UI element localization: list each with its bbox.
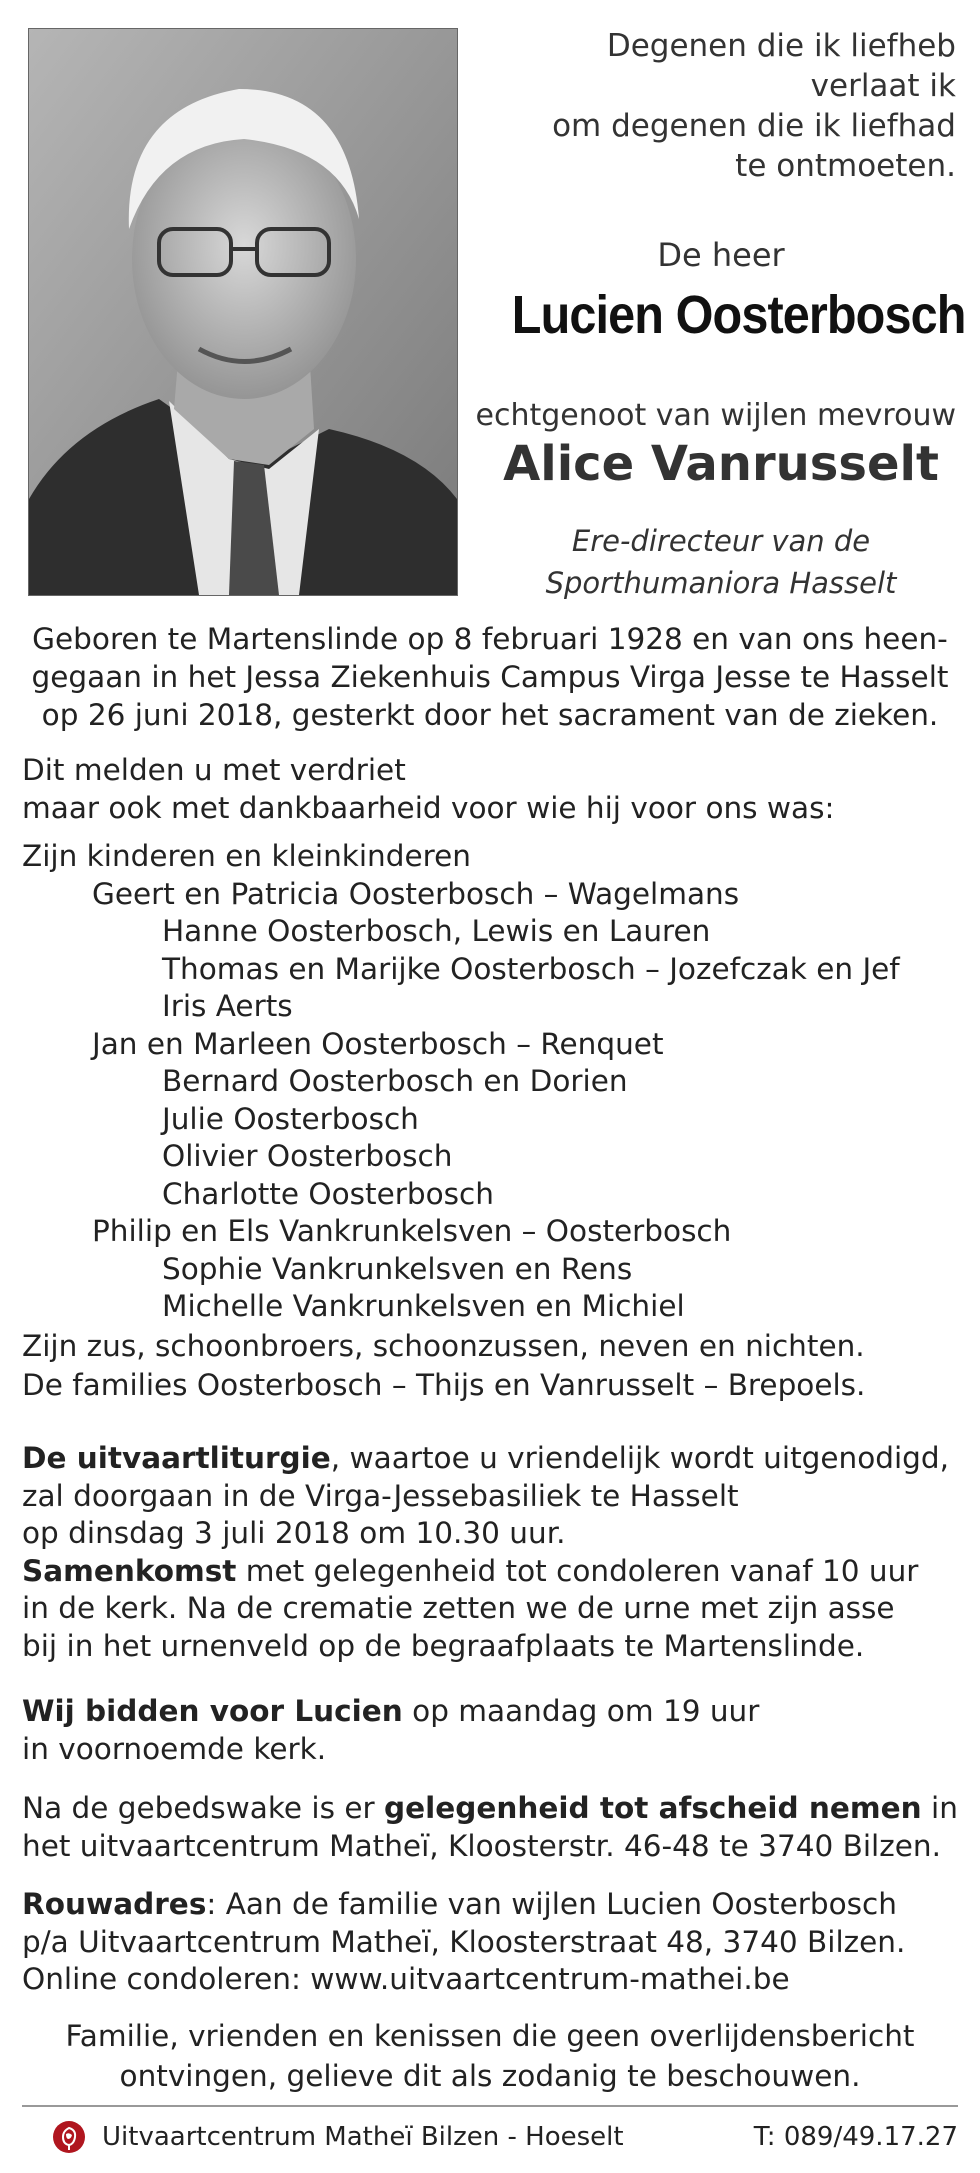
spouse-name: Alice Vanrusselt [503,436,939,492]
family-child: Thomas en Marijke Oosterbosch – Jozefczak en Jef [162,951,900,986]
closing-line: Familie, vrienden en kenissen die geen overlijdensbericht [65,2019,915,2053]
footer-divider [22,2105,958,2107]
funeral-text: , waartoe u vriendelijk wordt uitgenodigd, [330,1441,950,1475]
memorial-quote [516,26,956,186]
address-label: Rouwadres [22,1887,207,1921]
deceased-name: Lucien Oosterbosch [511,285,966,345]
announce-line: maar ook met dankbaarheid voor wie hij voor ons was: [22,790,835,825]
farewell-line: het uitvaartcentrum Matheï, Kloosterstr. 46-48 te 3740 Bilzen. [22,1828,941,1863]
quote-line: Degenen die ik liefheb [606,28,956,64]
gathering-label: Samenkomst [22,1553,237,1588]
funeral-home-phone: T: 089/49.17.27 [753,2122,958,2152]
prayer-label: Wij bidden voor Lucien [22,1694,403,1728]
professional-title [486,520,956,604]
funeral-line: bij in het urnenveld op de begraafplaats te Martenslinde. [22,1628,865,1663]
prayer-info [22,1693,972,1768]
siblings-line: Zijn zus, schoonbroers, schoonzussen, neven en nichten. [22,1328,865,1363]
family-child: Olivier Oosterbosch [162,1139,453,1173]
born-line: op 26 juni 2018, gesterkt door het sacrament van de zieken. [41,698,939,732]
online-condolence-line[interactable]: Online condoleren: www.uitvaartcentrum-mathei.be [22,1962,790,1996]
prayer-text: op maandag om 19 uur [402,1694,760,1728]
announcement [22,752,972,827]
portrait-image [29,29,457,595]
family-list [22,838,972,1405]
family-heading: Zijn kinderen en kleinkinderen [22,839,471,873]
funeral-info [22,1440,972,1665]
family-child: Charlotte Oosterbosch [162,1176,494,1211]
prayer-line: in voornoemde kerk. [22,1731,327,1766]
funeral-line: op dinsdag 3 juli 2018 om 10.30 uur. [22,1516,566,1550]
gathering-text: met gelegenheid tot condoleren vanaf 10 uur [236,1553,919,1588]
family-parent: Geert en Patricia Oosterbosch – Wagelmans [92,876,740,911]
quote-line: om degenen die ik liefhad [552,108,956,144]
closing-line: ontvingen, gelieve dit als zodanig te beschouwen. [119,2059,861,2093]
address-text: : Aan de familie van wijlen Lucien Oosterbosch [206,1887,897,1921]
born-line: Geboren te Martenslinde op 8 februari 1928 en van ons heen- [32,622,948,656]
rose-logo-icon [52,2120,86,2154]
farewell-label: gelegenheid tot afscheid nemen [383,1791,922,1825]
portrait-photo [28,28,458,596]
title-line: Ere-directeur van de [571,524,871,558]
spouse-intro: echtgenoot van wijlen mevrouw [475,398,956,433]
quote-line: te ontmoeten. [735,148,956,184]
title-line: Sporthumaniora Hasselt [545,566,897,600]
funeral-line: zal doorgaan in de Virga-Jessebasiliek te Hasselt [22,1478,739,1513]
farewell-info [22,1790,972,1865]
born-line: gegaan in het Jessa Ziekenhuis Campus Virga Jesse te Hasselt [31,660,949,694]
footer [22,2118,958,2158]
birth-death-details [14,620,966,734]
announce-line: Dit melden u met verdriet [22,753,406,787]
address-line: p/a Uitvaartcentrum Matheï, Kloosterstraat 48, 3740 Bilzen. [22,1924,906,1959]
family-child: Bernard Oosterbosch en Dorien [162,1064,628,1098]
honorific: De heer [657,236,785,274]
closing-note [14,2016,966,2096]
funeral-label: De uitvaartliturgie [22,1441,331,1475]
family-child: Michelle Vankrunkelsven en Michiel [162,1289,685,1323]
farewell-text: Na de gebedswake is er [22,1791,384,1825]
address-info [22,1886,972,1999]
family-child: Hanne Oosterbosch, Lewis en Lauren [162,914,711,948]
family-child: Julie Oosterbosch [162,1101,419,1136]
farewell-text: in [921,1791,958,1825]
family-parent: Jan en Marleen Oosterbosch – Renquet [92,1026,664,1061]
families-line: De families Oosterbosch – Thijs en Vanrusselt – Brepoels. [22,1368,866,1402]
funeral-home-name: Uitvaartcentrum Matheï Bilzen - Hoeselt [102,2122,624,2152]
family-parent: Philip en Els Vankrunkelsven – Oosterbosch [92,1214,732,1248]
family-child: Sophie Vankrunkelsven en Rens [162,1251,633,1286]
funeral-line: in de kerk. Na de crematie zetten we de urne met zijn asse [22,1591,895,1625]
quote-line: verlaat ik [810,68,956,104]
family-child: Iris Aerts [162,989,293,1023]
